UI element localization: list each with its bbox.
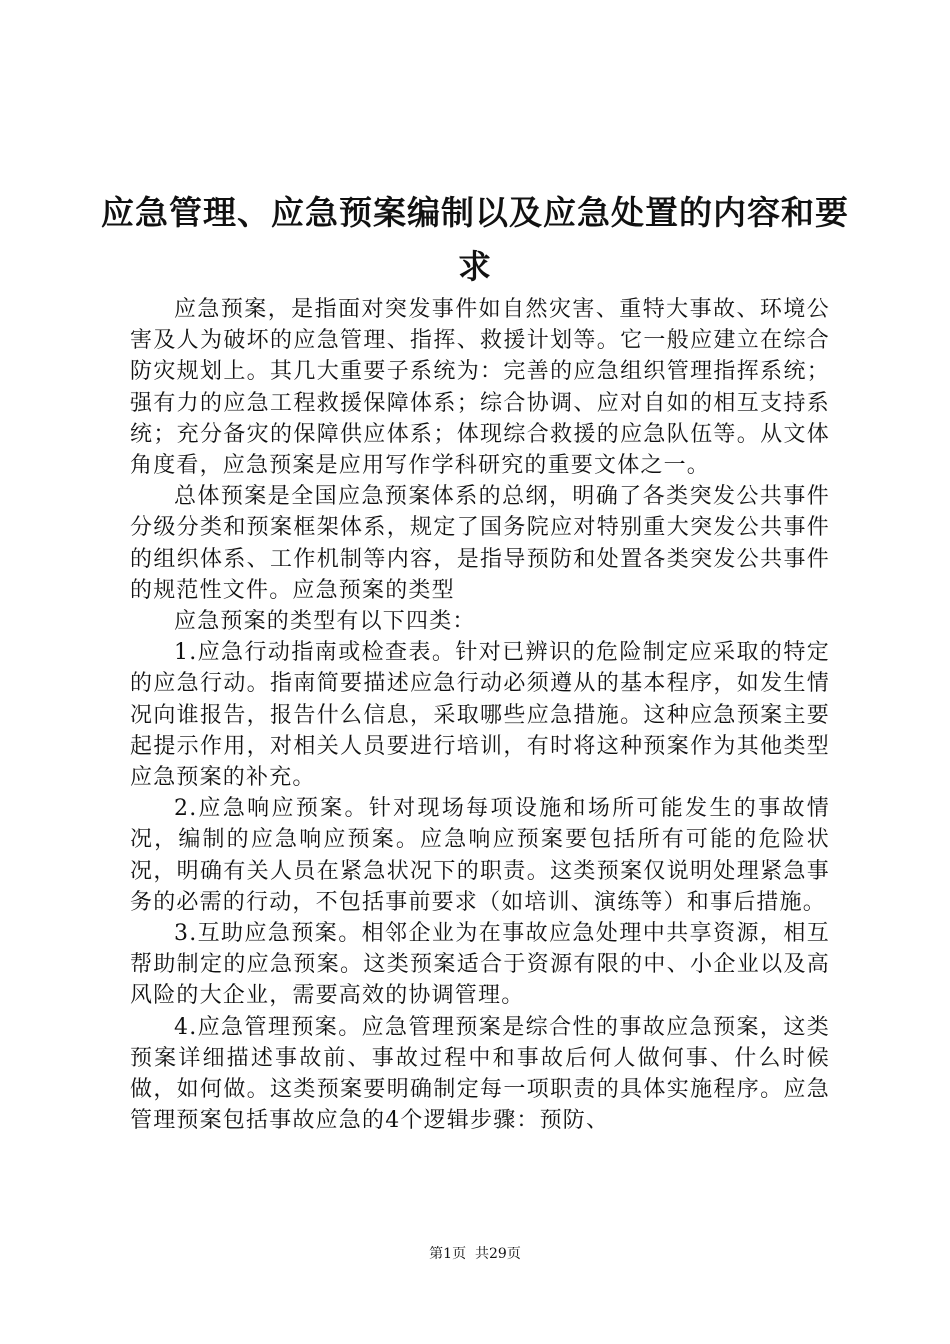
paragraph: 3.互助应急预案。相邻企业为在事故应急处理中共享资源，相互帮助制定的应急预案。这类预案适合于资源有限的中、小企业以及高风险的大企业，需要高效的协调管理。 (130, 921, 830, 1009)
document-body (130, 294, 830, 1136)
document-title: 应急管理、应急预案编制以及应急处置的内容和要求 (101, 193, 849, 286)
paragraph: 总体预案是全国应急预案体系的总纲，明确了各类突发公共事件分级分类和预案框架体系，规定了国务院应对特别重大突发公共事件的组织体系、工作机制等内容，是指导预防和处置各类突发公共事件的规范性文件。应急预案的类型 (130, 484, 830, 603)
paragraph: 1.应急行动指南或检查表。针对已辨识的危险制定应采取的特定的应急行动。指南简要描述应急行动必须遵从的基本程序，如发生情况向谁报告，报告什么信息，采取哪些应急措施。这种应急预案主要起提示作用，对相关人员要进行培训，有时将这种预案作为其他类型应急预案的补充。 (130, 640, 830, 791)
paragraph: 应急预案，是指面对突发事件如自然灾害、重特大事故、环境公害及人为破坏的应急管理、指挥、救援计划等。它一般应建立在综合防灾规划上。其几大重要子系统为：完善的应急组织管理指挥系统；强有力的应急工程救援保障体系；综合协调、应对自如的相互支持系统；充分备灾的保障供应体系；体现综合救援的应急队伍等。从文体角度看，应急预案是应用写作学科研究的重要文体之一。 (130, 297, 830, 479)
page-number: 第1页 (429, 1246, 467, 1262)
paragraph: 2.应急响应预案。针对现场每项设施和场所可能发生的事故情况，编制的应急响应预案。应急响应预案要包括所有可能的危险状况，明确有关人员在紧急状况下的职责。这类预案仅说明处理紧急事务的必需的行动，不包括事前要求（如培训、演练等）和事后措施。 (130, 796, 830, 915)
paragraph: 应急预案的类型有以下四类： (174, 609, 476, 635)
page-footer (0, 1245, 950, 1263)
paragraph: 4.应急管理预案。应急管理预案是综合性的事故应急预案，这类预案详细描述事故前、事故过程中和事故后何人做何事、什么时候做，如何做。这类预案要明确制定每一项职责的具体实施程序。应急管理预案包括事故应急的4个逻辑步骤：预防、 (130, 1014, 830, 1134)
page-total: 共29页 (475, 1246, 521, 1262)
